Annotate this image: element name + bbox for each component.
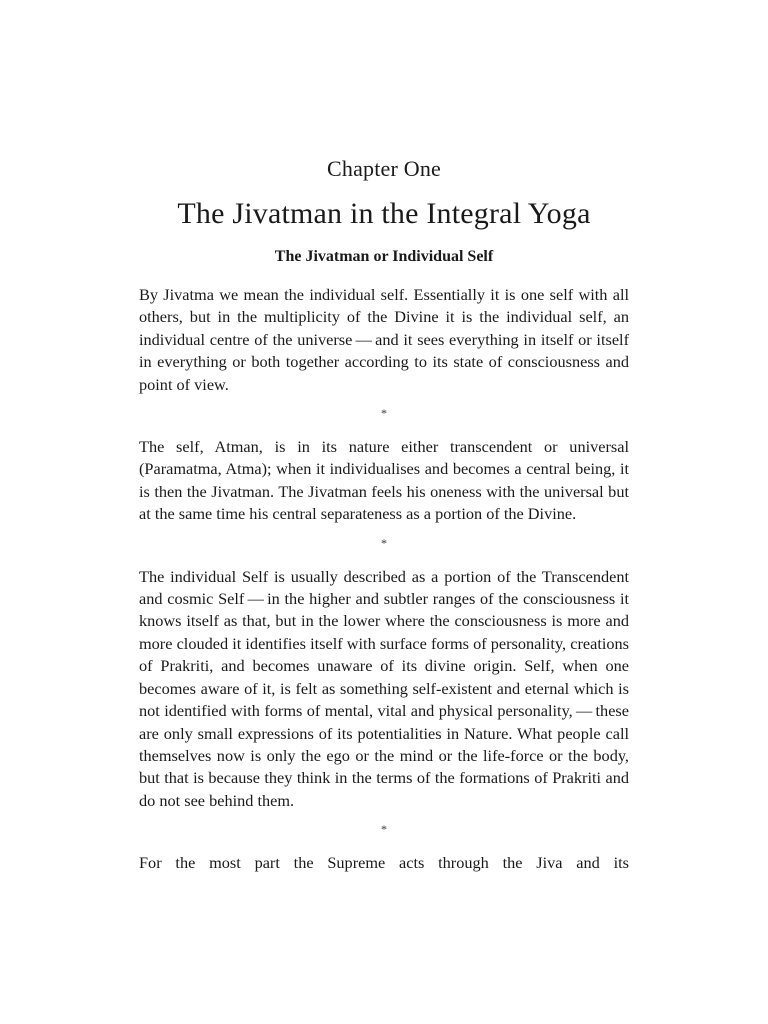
separator-3: *: [381, 822, 387, 837]
separator-2: *: [381, 535, 387, 550]
paragraph-2: The self, Atman, is in its nature either transcendent or universal (Paramatma, Atma); when it individualises and becomes a central being, it is then the Jivatman. The Jivatman feels his oneness with the universal but at the same time his central separateness as a portion of the Divine.: [139, 437, 629, 524]
paragraph-1: By Jivatma we mean the individual self. Essentially it is one self with all others, but in the multiplicity of the Divine it is the individual self, an individual centre of the universe — and it sees everything in itself or itself in everything or both together according to its state of consciousness and point of view.: [139, 285, 629, 394]
paragraph-3: The individual Self is usually described as a portion of the Transcendent and cosmic Self — in the higher and subtler ranges of the consciousness it knows itself as that, but in the lower where the consciousness is more and more clouded it identifies itself with surface forms of personality, creations of Prakriti, and becomes unaware of its divine origin. Self, when one becomes aware of it, is felt as something self-existent and eternal which is not identified with forms of mental, vital and physical personality, — these are only small expressions of its potentialities in Nature. What people call themselves now is only the ego or the mind or the life-force or the body, but that is because they think in the terms of the formations of Prakriti and do not see behind them.: [139, 566, 629, 810]
book-page: [139, 150, 629, 875]
chapter-label: Chapter One: [327, 156, 441, 181]
separator-1: *: [381, 406, 387, 421]
chapter-title: The Jivatman in the Integral Yoga: [177, 197, 591, 230]
paragraph-4: For the most part the Supreme acts through the Jiva and its: [139, 853, 629, 873]
section-heading: The Jivatman or Individual Self: [274, 248, 494, 265]
